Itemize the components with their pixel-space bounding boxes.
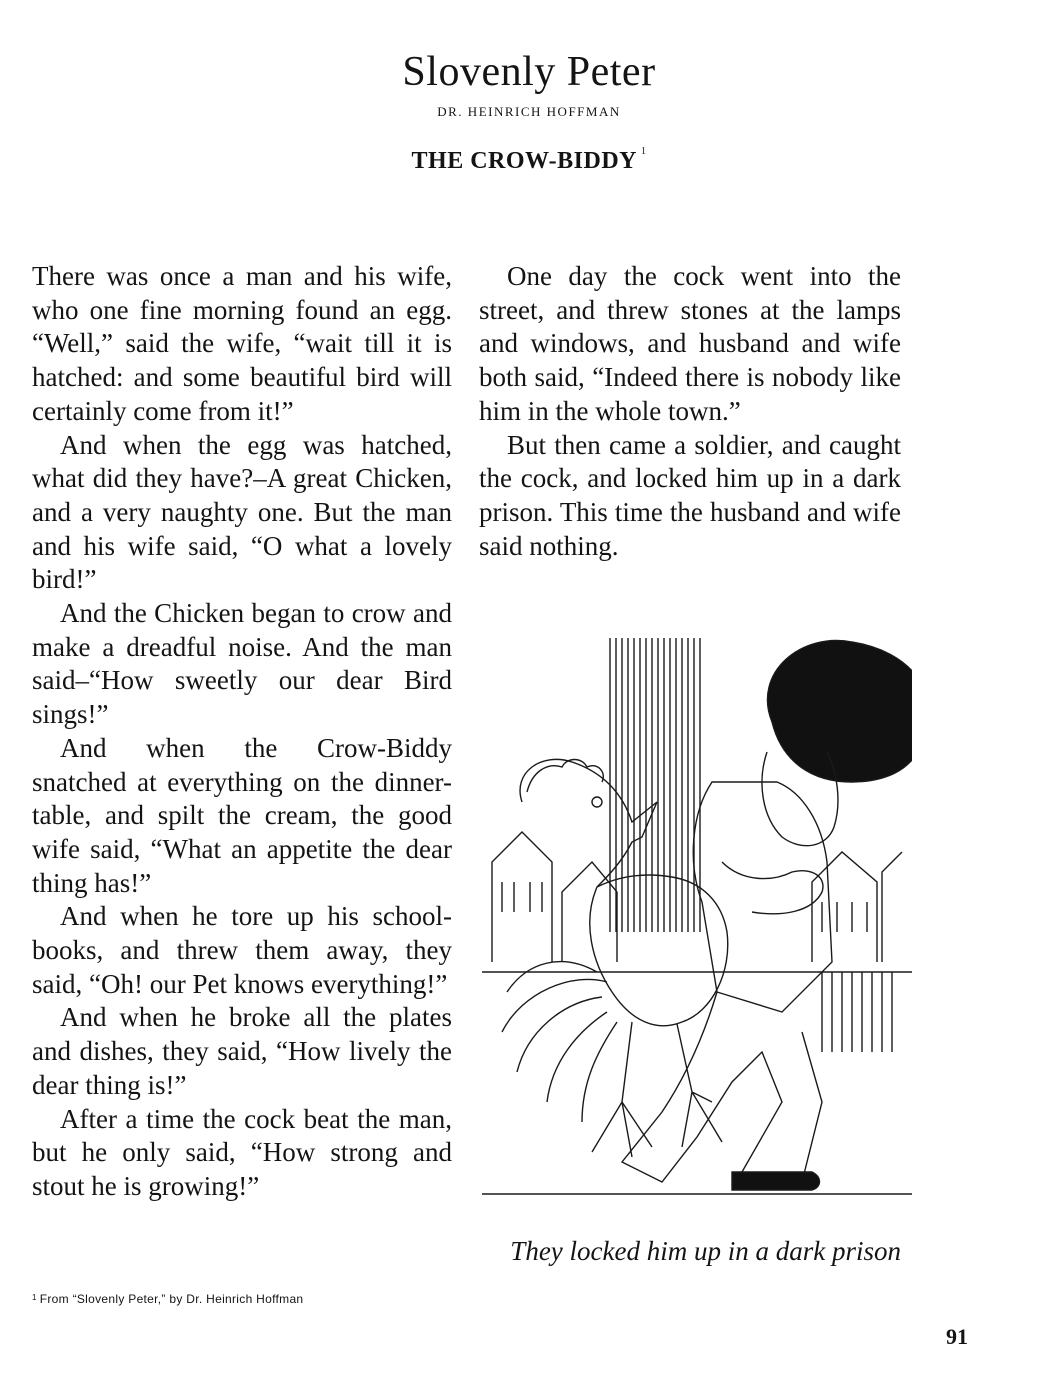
- book-title: Slovenly Peter: [402, 49, 656, 96]
- cock-comb: [527, 760, 603, 793]
- paragraph: And the Chicken began to crow and make a dreadful noise. And the man said–“How sweetly our dear Bird sings!”: [32, 598, 452, 730]
- footnote-mark: 1: [32, 1293, 37, 1302]
- soldier-arm: [722, 862, 823, 914]
- footnote: [32, 1292, 303, 1306]
- soldier-body: [693, 782, 832, 1012]
- page-number: 91: [946, 1324, 968, 1349]
- paragraph: And when he tore up his schoolbooks, and threw them away, they said, “Oh! our Pet knows everything!”: [32, 901, 452, 999]
- cock-head: [520, 759, 657, 887]
- illustration-caption: They locked him up in a dark prison: [510, 1236, 901, 1266]
- cock-eye: [592, 797, 602, 807]
- left-text-column: [32, 260, 452, 1204]
- author-name: DR. HEINRICH HOFFMAN: [437, 104, 621, 119]
- story-title-text: THE CROW-BIDDY: [411, 148, 637, 174]
- soldier-legs: [622, 992, 822, 1182]
- paragraph: There was once a man and his wife, who one fine morning found an egg. “Well,” said the wife, “wait till it is hatched: and some beautiful bird will certainly come from it!”: [32, 261, 452, 426]
- paragraph: And when he broke all the plates and dishes, they said, “How lively the dear thing is!”: [32, 1002, 452, 1100]
- paragraph: One day the cock went into the street, and threw stones at the lamps and windows, and husband and wife both said, “Indeed there is nobody like him in the whole town.”: [479, 261, 901, 426]
- illustration-svg: [482, 632, 912, 1212]
- background-buildings: [482, 832, 912, 1052]
- right-text-column: [479, 260, 901, 563]
- paragraph: But then came a soldier, and caught the cock, and locked him up in a dark prison. This time the husband and wife said nothing.: [479, 429, 901, 561]
- soldier-and-cock-illustration: [482, 632, 912, 1212]
- paragraph: And when the egg was hatched, what did they have?–A great Chicken, and a very naughty one. But the man and his wife said, “O what a lovely bird!”: [32, 429, 452, 595]
- bearskin-hat: [767, 640, 912, 782]
- soldier-boot: [732, 1172, 820, 1190]
- footnote-reference-mark: 1: [640, 146, 647, 157]
- pillar: [610, 638, 700, 932]
- footnote-text: From “Slovenly Peter,” by Dr. Heinrich Hoffman: [39, 1292, 304, 1306]
- story-title: [0, 146, 1058, 175]
- paragraph: After a time the cock beat the man, but he only said, “How strong and stout he is growing!”: [32, 1103, 452, 1201]
- cock-tail: [502, 962, 617, 1122]
- paragraph: And when the Crow-Biddy snatched at everything on the dinner-table, and spilt the cream, the good wife said, “What an appetite the dear thing has!”: [32, 732, 452, 898]
